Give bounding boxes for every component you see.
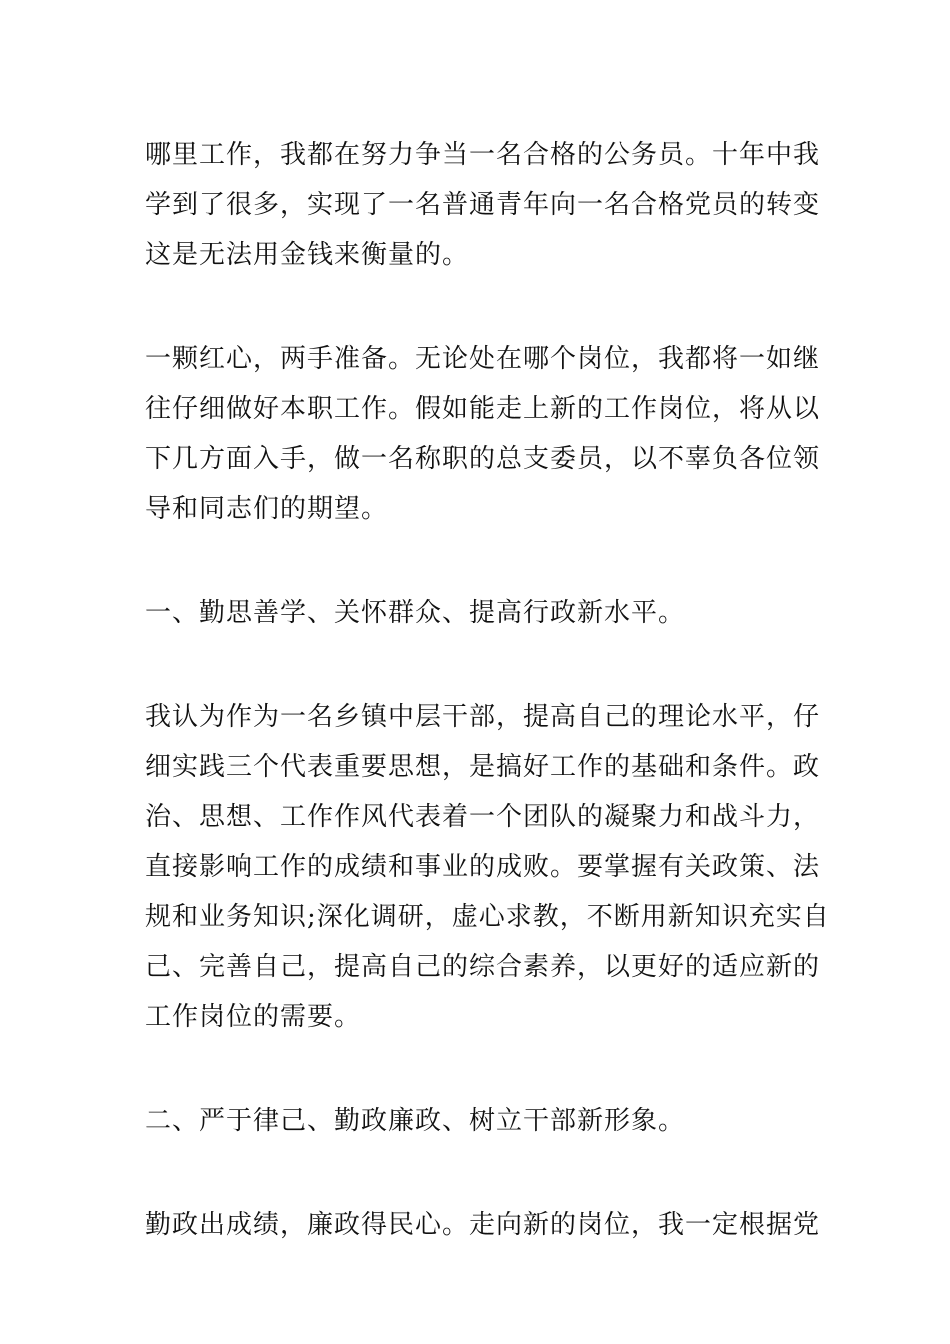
paragraph — [145, 334, 821, 534]
text-line: 一颗红心，两手准备。无论处在哪个岗位，我都将一如继 — [145, 344, 821, 374]
paragraph — [145, 130, 821, 280]
paragraph-spacer — [145, 534, 811, 588]
paragraph — [145, 1200, 821, 1250]
paragraph-spacer — [145, 1042, 811, 1096]
heading-line: 一、勤思善学、关怀群众、提高行政新水平。 — [145, 598, 686, 628]
text-line: 哪里工作，我都在努力争当一名合格的公务员。十年中我 — [145, 140, 821, 170]
paragraph — [145, 692, 830, 1042]
text-line: 勤政出成绩，廉政得民心。走向新的岗位，我一定根据党 — [145, 1210, 821, 1240]
text-line: 学到了很多，实现了一名普通青年向一名合格党员的转变 — [145, 190, 821, 220]
paragraph-spacer — [145, 280, 811, 334]
text-line: 下几方面入手，做一名称职的总支委员，以不辜负各位领 — [145, 444, 821, 474]
text-line: 工作岗位的需要。 — [145, 1002, 362, 1032]
text-line: 治、思想、工作作风代表着一个团队的凝聚力和战斗力， — [145, 802, 821, 832]
heading-line: 二、严于律己、勤政廉政、树立干部新形象。 — [145, 1106, 686, 1136]
section-heading — [145, 588, 811, 638]
paragraph-spacer — [145, 638, 811, 692]
text-line: 导和同志们的期望。 — [145, 494, 389, 524]
text-line: 己、完善自己，提高自己的综合素养，以更好的适应新的 — [145, 952, 821, 982]
text-line: 我认为作为一名乡镇中层干部，提高自己的理论水平，仔 — [145, 702, 821, 732]
document-body — [145, 130, 830, 1250]
text-line: 细实践三个代表重要思想，是搞好工作的基础和条件。政 — [145, 752, 821, 782]
text-line: 直接影响工作的成绩和事业的成败。要掌握有关政策、法 — [145, 852, 821, 882]
text-line: 这是无法用金钱来衡量的。 — [145, 240, 470, 270]
text-line: 往仔细做好本职工作。假如能走上新的工作岗位，将从以 — [145, 394, 821, 424]
section-heading — [145, 1096, 811, 1146]
text-line: 规和业务知识;深化调研，虚心求教，不断用新知识充实自 — [145, 902, 830, 932]
paragraph-spacer — [145, 1146, 811, 1200]
